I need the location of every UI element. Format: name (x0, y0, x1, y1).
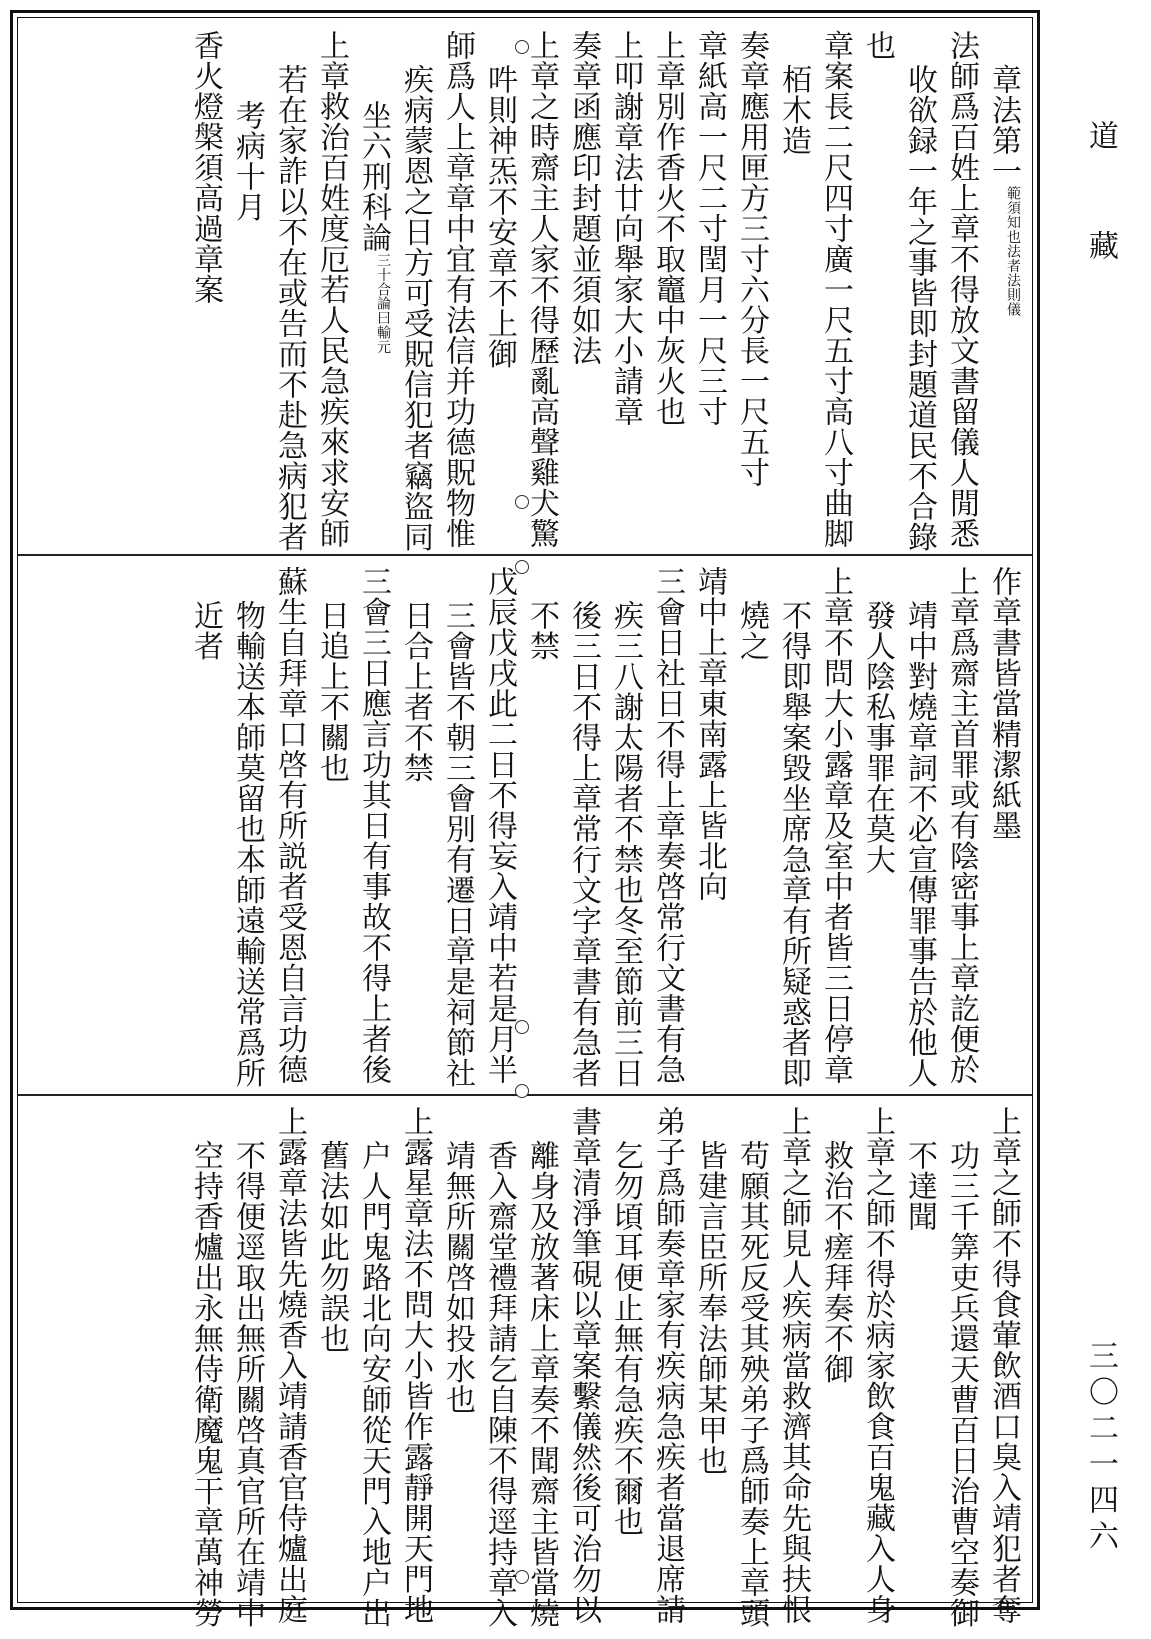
text-column (438, 1106, 476, 1415)
column-text: 上叩謝章法廿向舉家大小請章 (608, 30, 643, 427)
text-column (312, 1106, 350, 1354)
note-line: 範須知也 (1005, 186, 1021, 244)
text-column (816, 30, 854, 549)
collection-title: 道藏 (1083, 120, 1118, 340)
column-text: 燒之 (734, 600, 769, 661)
text-column (438, 566, 476, 1088)
interlinear-note (374, 253, 392, 355)
text-column (396, 566, 434, 783)
column-text: 日合上者不禁 (398, 600, 433, 783)
note-line: 論曰輸元 (375, 296, 391, 354)
text-column (228, 1106, 266, 1628)
text-column (690, 1106, 728, 1476)
text-column (984, 30, 1022, 317)
text-column (816, 1106, 854, 1384)
text-column (270, 1106, 308, 1625)
page-margin (1060, 10, 1130, 1610)
interlinear-note (1004, 186, 1022, 317)
column-text: 物輸送本師莫留也本師遠輸送常爲所 (230, 600, 265, 1088)
text-column (942, 566, 980, 1085)
note-line: 法者法則儀 (1005, 244, 1021, 317)
text-column (186, 566, 224, 661)
text-column (774, 1106, 812, 1625)
column-text: 奏章函應印封題並須如法 (566, 30, 601, 366)
column-text: 近者 (188, 600, 223, 661)
column-text: 上章別作香火不取竈中灰火也 (650, 30, 685, 427)
text-column (522, 566, 560, 661)
column-text: 疾三八謝太陽者不禁也冬至節前三日 (608, 600, 643, 1088)
column-text: 吽則神炁不安章不上御 (482, 64, 517, 369)
column-text: 疾病蒙恩之日方可受貺信犯者竊盜同 (398, 64, 433, 552)
column-text: 收欲録一年之事皆即封題道民不合錄 (902, 64, 937, 552)
page-number: 三〇二一四六 (1083, 1340, 1118, 1556)
column-text: 若在家詐以不在或告而不赴急病犯者 (272, 64, 307, 552)
column-text: 作章書皆當精潔紙墨 (986, 566, 1021, 841)
text-column (858, 1106, 896, 1625)
text-column (312, 566, 350, 783)
text-column (732, 30, 770, 488)
text-column (942, 30, 980, 549)
text-column (606, 566, 644, 1088)
column-text: 苟願其死反受其殃弟子爲師奏上章頭 (734, 1140, 769, 1628)
column-text: 救治不瘥拜奏不御 (818, 1140, 853, 1384)
text-column (396, 1106, 434, 1625)
text-column (354, 566, 392, 1085)
text-column (774, 566, 812, 1088)
text-column (480, 1106, 518, 1628)
text-column (354, 30, 392, 354)
text-column (564, 30, 602, 366)
column-text: 書章清淨筆硯以章案繫儀然後可治勿以 (566, 1106, 601, 1625)
column-text: 章案長二尺四寸廣一尺五寸高八寸曲脚 (818, 30, 853, 549)
column-text: 上章救治百姓度厄若人民急疾來求安師 (314, 30, 349, 549)
text-column (732, 1106, 770, 1628)
text-column (522, 30, 560, 549)
column-text: 蘇生自拜章口啓有所説者受恩自言功德 (272, 566, 307, 1085)
column-text: 章紙高一尺二寸閏月一尺三寸 (692, 30, 727, 427)
column-text: 皆建言臣所奉法師某甲也 (692, 1140, 727, 1476)
column-text: 日追上不關也 (314, 600, 349, 783)
text-column (690, 566, 728, 902)
text-column (690, 30, 728, 427)
text-column (816, 566, 854, 1085)
column-text: 三會皆不朝三會別有遷日章是祠節社 (440, 600, 475, 1088)
column-text: 上章之師不得食葷飲酒口臭入靖犯者奪 (986, 1106, 1021, 1625)
column-text: 功三千筭吏兵還天曹百日治曹空奏御 (944, 1140, 979, 1628)
column-text: 上章之師見人疾病當救濟其命先與扶恨 (776, 1106, 811, 1625)
text-column (858, 30, 896, 61)
text-panel-bottom (18, 1094, 1032, 1628)
column-text: 空持香爐出永無侍衛魔鬼干章萬神勞 (188, 1140, 223, 1628)
column-text: 上章之時齋主人家不得歷亂高聲雞犬驚 (524, 30, 559, 549)
text-column (522, 1106, 560, 1628)
column-text: 不得便逕取出無所關啓真官所在靖中 (230, 1140, 265, 1628)
column-text: 離身及放著床上章奏不聞齋主皆當燒 (524, 1140, 559, 1628)
column-text: 香入齋堂禮拜請乞自陳不得逕持章入 (482, 1140, 517, 1628)
column-text: 後三日不得上章常行文字章書有急者 (566, 600, 601, 1088)
column-text: 上章之師不得於病家飲食百鬼藏入人身 (860, 1106, 895, 1625)
column-text: 法師爲百姓上章不得放文書留儀人閒悉 (944, 30, 979, 549)
text-column (228, 566, 266, 1088)
column-text: 三會三日應言功其日有事故不得上者後 (356, 566, 391, 1085)
text-column (648, 566, 686, 1085)
text-panel-middle (18, 554, 1032, 1094)
text-column (648, 30, 686, 427)
text-column (984, 1106, 1022, 1625)
text-column (186, 30, 224, 305)
column-text: 不達聞 (902, 1140, 937, 1232)
text-column (648, 1106, 686, 1625)
text-column (564, 1106, 602, 1625)
column-text: 舊法如此勿誤也 (314, 1140, 349, 1354)
column-text: 上露星章法不問大小皆作露靜開天門地 (398, 1106, 433, 1625)
text-column (984, 566, 1022, 841)
scripture-page (10, 10, 1136, 1630)
text-column (480, 30, 518, 369)
column-text: 靖中上章東南露上皆北向 (692, 566, 727, 902)
text-column (774, 30, 812, 156)
column-text: 弟子爲師奏章家有疾病急疾者當退席請 (650, 1106, 685, 1625)
column-text: 章法第一 (986, 64, 1021, 186)
column-text: 上章不問大小露章及室中者皆三日停章 (818, 566, 853, 1085)
text-column (186, 1106, 224, 1628)
column-text: 考病十月 (230, 100, 265, 222)
text-column (312, 30, 350, 549)
column-text: 發人陰私事罪在莫大 (860, 600, 895, 875)
column-text: 靖中對燒章詞不必宣傳罪事告於他人 (902, 600, 937, 1088)
column-text: 香火燈槃須高過章案 (188, 30, 223, 305)
text-column (942, 1106, 980, 1628)
column-text: 戊辰戊戌此二日不得妄入靖中若是月半 (482, 566, 517, 1085)
text-column (270, 566, 308, 1085)
text-column (732, 566, 770, 661)
text-column (228, 30, 266, 222)
column-text: 師爲人上章章中宜有法信并功德貺物惟 (440, 30, 475, 549)
column-text: 上章爲齋主首罪或有陰密事上章訖便於 (944, 566, 979, 1085)
text-column (900, 30, 938, 552)
text-column (900, 566, 938, 1088)
text-column (438, 30, 476, 549)
column-text: 乞勿頃耳便止無有急疾不爾也 (608, 1140, 643, 1537)
column-text: 不禁 (524, 600, 559, 661)
text-column (564, 566, 602, 1088)
text-panel-top (18, 18, 1032, 554)
column-text: 奏章應用匣方三寸六分長一尺五寸 (734, 30, 769, 488)
text-column (270, 30, 308, 552)
note-line: 三十合 (375, 252, 391, 296)
column-text: 也 (860, 30, 895, 61)
column-text: 三會日社日不得上章奏啓常行文書有急 (650, 566, 685, 1085)
text-column (900, 1106, 938, 1232)
text-column (606, 1106, 644, 1537)
column-text: 坐六刑科論 (356, 100, 391, 253)
column-text: 户人門鬼路北向安師從天門入地户出 (356, 1140, 391, 1628)
text-column (858, 566, 896, 875)
column-text: 不得即舉案毀坐席急章有所疑惑者即 (776, 600, 811, 1088)
text-column (480, 566, 518, 1085)
column-text: 靖無所關啓如投水也 (440, 1140, 475, 1415)
text-column (606, 30, 644, 427)
column-text: 上露章法皆先燒香入靖請香官侍爐出庭 (272, 1106, 307, 1625)
text-column (354, 1106, 392, 1628)
text-column (396, 30, 434, 552)
column-text: 栢木造 (776, 64, 811, 156)
